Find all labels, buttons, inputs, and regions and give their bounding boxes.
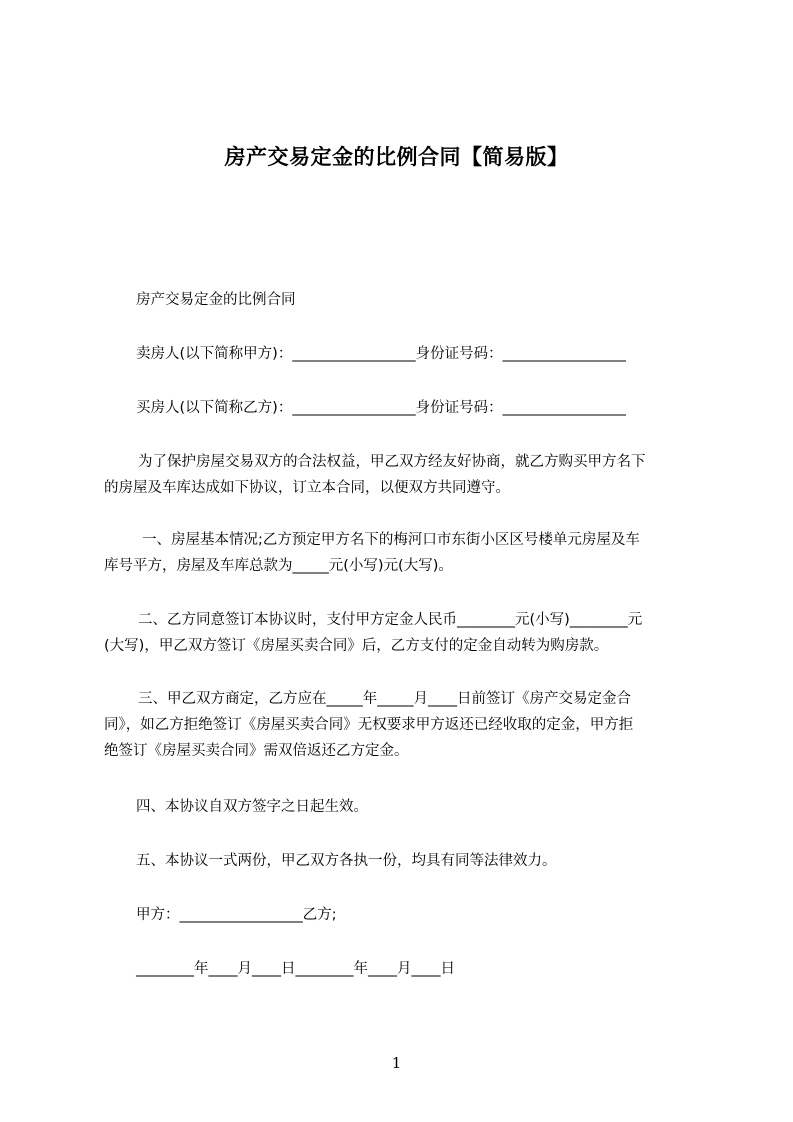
- clause-1-line: 库号平方，房屋及车库总款为_____元(小写)元(大写)。: [104, 558, 453, 574]
- preamble-line: 为了保护房屋交易双方的合法权益，甲乙双方经友好协商，就乙方购买甲方名下: [138, 454, 646, 470]
- document-title: 房产交易定金的比例合同【简易版】: [224, 145, 569, 169]
- document-subtitle: 房产交易定金的比例合同: [136, 292, 296, 308]
- preamble-line: 的房屋及车库达成如下协议，订立本合同，以便双方共同遵守。: [104, 480, 510, 496]
- clause-2-paragraph: [104, 607, 700, 659]
- clause-3-line: 绝签订《房屋买卖合同》需双倍返还乙方定金。: [104, 743, 409, 759]
- preamble-paragraph: [104, 449, 700, 501]
- clause-2-line: 二、乙方同意签订本协议时，支付甲方定金人民币________元(小写)________元: [138, 612, 643, 628]
- clause-5: 五、本协议一式两份，甲乙双方各执一份，均具有同等法律效力。: [136, 853, 557, 869]
- clause-2-line: (大写)，甲乙双方签订《房屋买卖合同》后，乙方支付的定金自动转为购房款。: [104, 638, 609, 654]
- buyer-line: 买房人(以下简称乙方)：_________________身份证号码：_________________: [136, 400, 626, 416]
- clause-1-line: 一、房屋基本情况;乙方预定甲方名下的梅河口市东街小区区号楼单元房屋及车: [142, 532, 640, 548]
- clause-4: 四、本协议自双方签字之日起生效。: [136, 799, 368, 815]
- clause-3-line: 三、甲乙双方商定，乙方应在_____年_____月____日前签订《房产交易定金合: [138, 691, 631, 707]
- clause-3-line: 同》，如乙方拒绝签订《房屋买卖合同》无权要求甲方返还已经收取的定金，甲方拒: [104, 717, 634, 733]
- signature-line: 甲方：_________________乙方;: [136, 907, 337, 923]
- page-number: 1: [391, 1054, 402, 1072]
- clause-1-paragraph: [104, 527, 700, 579]
- clause-3-paragraph: [104, 686, 700, 764]
- seller-line: 卖房人(以下简称甲方)：_________________身份证号码：_________________: [136, 346, 626, 362]
- date-line: ________年____月____日________年____月____日: [136, 961, 455, 977]
